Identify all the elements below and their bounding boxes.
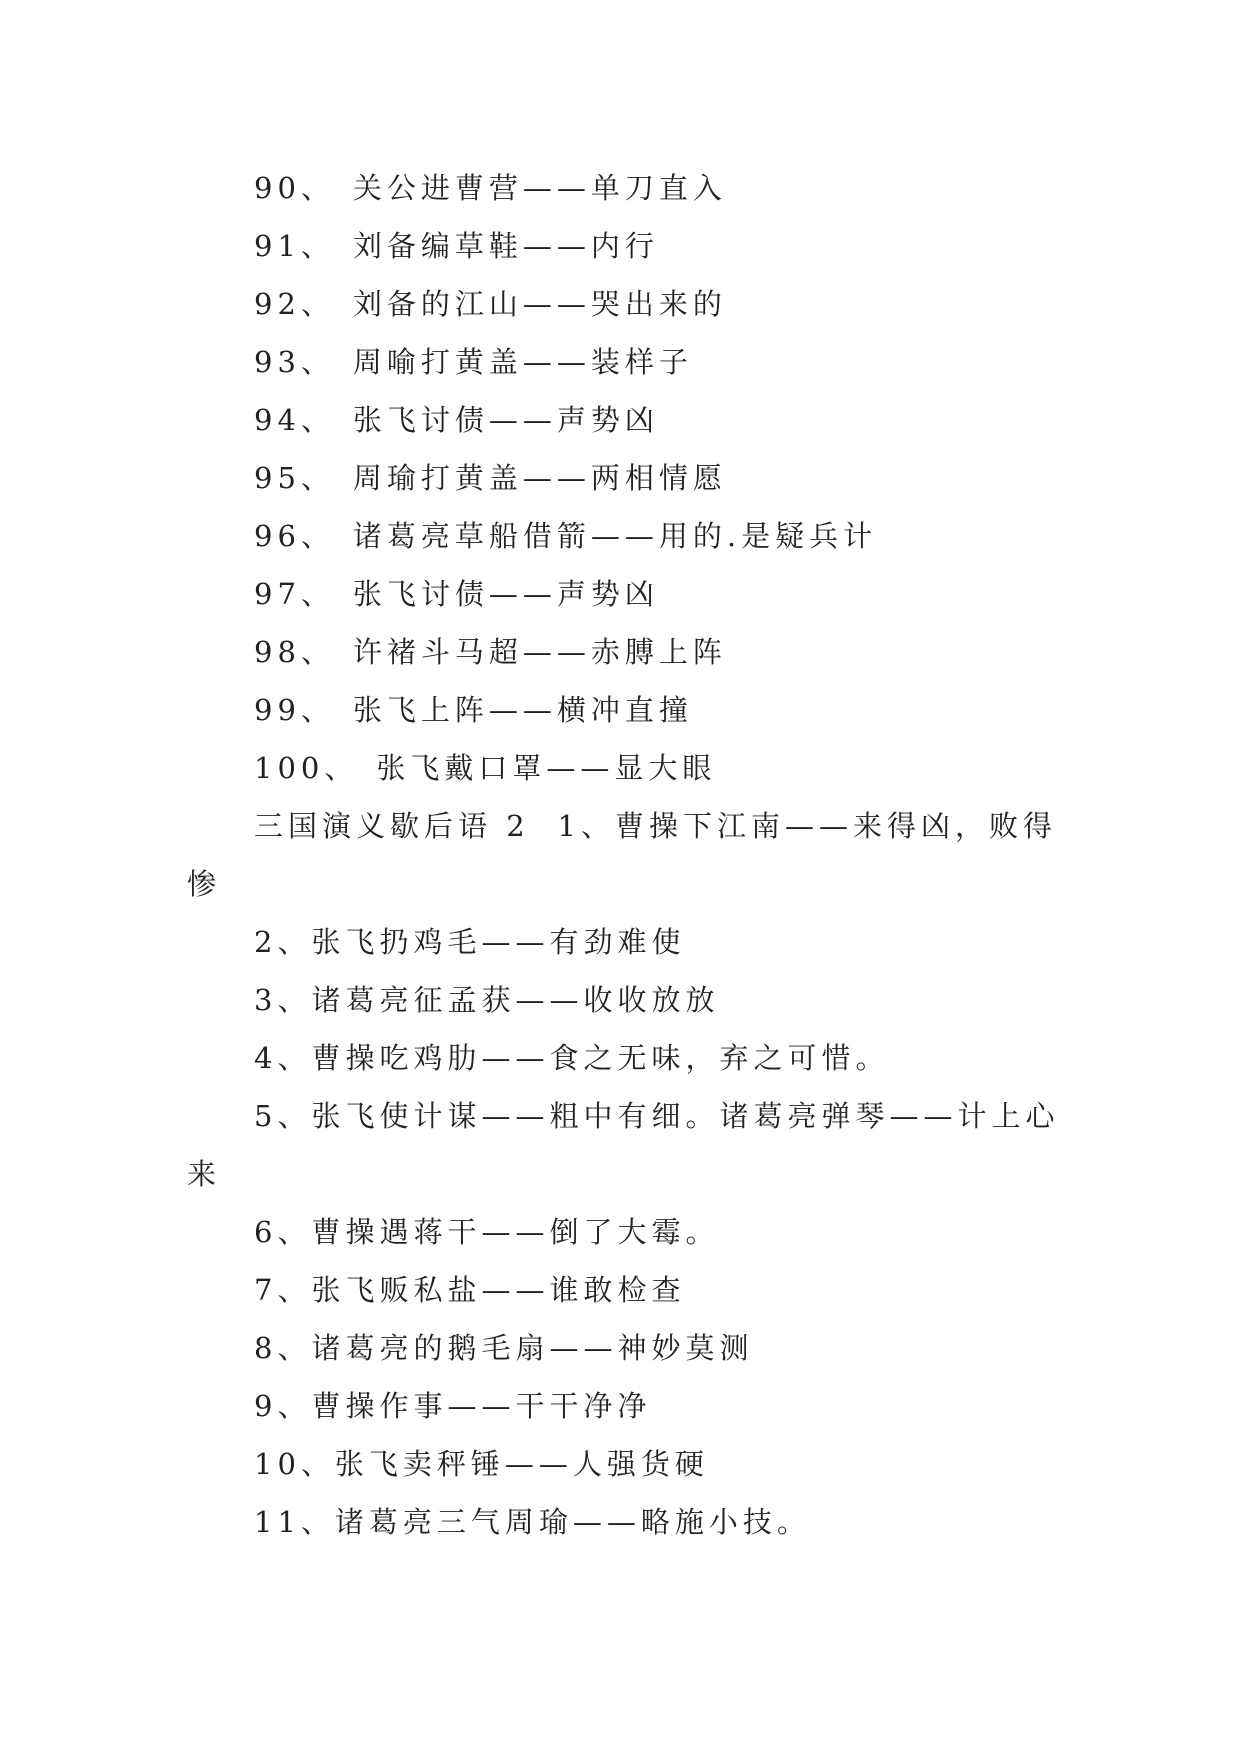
item-number: 97、 xyxy=(254,577,335,611)
list-item xyxy=(187,1029,1057,1087)
list-item xyxy=(187,275,1057,333)
list-item xyxy=(187,623,1057,681)
item-number: 99、 xyxy=(254,693,335,727)
item-text: 诸葛亮草船借箭——用的.是疑兵计 xyxy=(352,519,878,553)
item-text: 刘备的江山——哭出来的 xyxy=(352,287,727,321)
item-text: 5、张飞使计谋——粗中有细。诸葛亮弹琴——计上心 xyxy=(254,1099,1060,1133)
list-item xyxy=(187,1435,1057,1493)
item-number: 94、 xyxy=(254,403,335,437)
item-text: 3、诸葛亮征孟获——收收放放 xyxy=(254,983,720,1017)
list-item xyxy=(187,1261,1057,1319)
list-item xyxy=(187,971,1057,1029)
list-item xyxy=(187,913,1057,971)
list-item xyxy=(187,449,1057,507)
list-item xyxy=(187,217,1057,275)
item-text: 关公进曹营——单刀直入 xyxy=(352,171,727,205)
document-body xyxy=(187,159,1060,1551)
item-text: 7、张飞贩私盐——谁敢检查 xyxy=(254,1273,686,1307)
item-text: 8、诸葛亮的鹅毛扇——神妙莫测 xyxy=(254,1331,754,1365)
list-item-wrap xyxy=(187,1145,1057,1203)
item-text: 周喻打黄盖——装样子 xyxy=(352,345,693,379)
item-text: 张飞讨债——声势凶 xyxy=(352,577,659,611)
item-number: 93、 xyxy=(254,345,335,379)
list-item xyxy=(187,391,1057,449)
item-text: 11、诸葛亮三气周瑜——略施小技。 xyxy=(254,1505,811,1539)
list-item xyxy=(187,1203,1057,1261)
item-text: 10、张飞卖秤锤——人强货硬 xyxy=(254,1447,709,1481)
item-text: 许褚斗马超——赤膊上阵 xyxy=(352,635,727,669)
section-title: 三国演义歇后语 2 xyxy=(254,809,530,843)
section-heading-line xyxy=(187,797,1057,855)
item-text-continuation: 来 xyxy=(187,1157,222,1191)
item-number: 98、 xyxy=(254,635,335,669)
item-text-continuation: 惨 xyxy=(187,867,222,901)
list-item xyxy=(187,1087,1060,1145)
list-item xyxy=(187,1493,1057,1551)
item-text: 张飞讨债——声势凶 xyxy=(352,403,659,437)
item-number: 90、 xyxy=(254,171,335,205)
list-item xyxy=(187,565,1057,623)
list-item xyxy=(187,1319,1057,1377)
list-item xyxy=(187,1377,1057,1435)
list-item-text: 1、曹操下江南——来得凶，败得 xyxy=(557,809,1057,843)
item-text: 张飞上阵——横冲直撞 xyxy=(352,693,693,727)
item-text: 刘备编草鞋——内行 xyxy=(352,229,659,263)
item-text: 周瑜打黄盖——两相情愿 xyxy=(352,461,727,495)
list-item xyxy=(187,507,1057,565)
item-text: 4、曹操吃鸡肋——食之无味，弃之可惜。 xyxy=(254,1041,890,1075)
list-item xyxy=(187,333,1057,391)
item-number: 96、 xyxy=(254,519,335,553)
item-text: 6、曹操遇蒋干——倒了大霉。 xyxy=(254,1215,720,1249)
item-text: 张飞戴口罩——显大眼 xyxy=(376,751,717,785)
item-number: 92、 xyxy=(254,287,335,321)
list-item xyxy=(187,159,1057,217)
list-item-wrap xyxy=(187,855,1057,913)
item-text: 2、张飞扔鸡毛——有劲难使 xyxy=(254,925,686,959)
list-item xyxy=(187,681,1057,739)
item-text: 9、曹操作事——干干净净 xyxy=(254,1389,652,1423)
item-number: 91、 xyxy=(254,229,335,263)
list-item xyxy=(187,739,1057,797)
item-number: 100、 xyxy=(254,751,359,785)
item-number: 95、 xyxy=(254,461,335,495)
